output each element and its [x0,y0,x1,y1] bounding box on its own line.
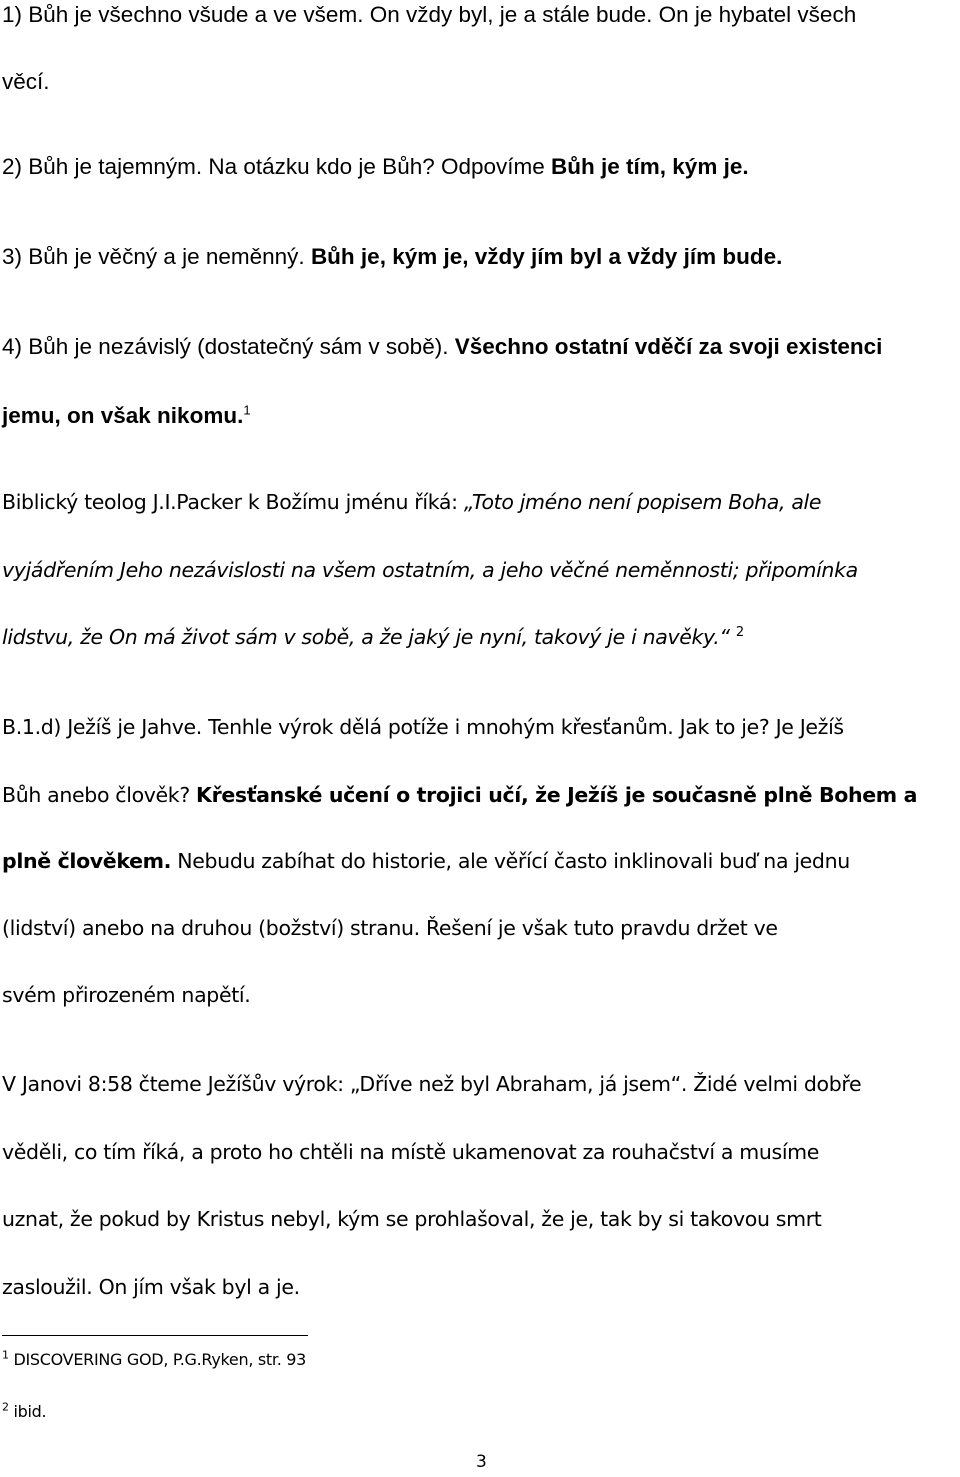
text-line: V Janovi 8:58 čteme Ježíšův výrok: „Dříve než byl Abraham, já jsem“. Židé velmi dobře [2,1072,862,1096]
text-line: věděli, co tím říká, a proto ho chtěli na místě ukamenovat za rouhačství a musíme [2,1140,820,1164]
text-line: 3) Bůh je věčný a je neměnný. Bůh je, kým je, vždy jím byl a vždy jím bude. [2,244,783,269]
text-line: zasloužil. On jím však byl a je. [2,1275,300,1299]
text-line: Biblický teolog J.I.Packer k Božímu jménu říká: „Toto jméno není popisem Boha, ale [2,490,822,514]
footnote-ref: 1 [243,402,251,418]
text-line: 4) Bůh je nezávislý (dostatečný sám v sobě). Všechno ostatní vděčí za svoji existenci [2,334,883,359]
text-line: 1) Bůh je všechno všude a ve všem. On vždy byl, je a stále bude. On je hybatel všech [2,2,857,27]
text-line: B.1.d) Ježíš je Jahve. Tenhle výrok dělá potíže i mnohým křesťanům. Jak to je? Je Ježíš [2,715,844,739]
text-line: uznat, že pokud by Kristus nebyl, kým se prohlašoval, že je, tak by si takovou smrt [2,1207,822,1231]
text-line: 2) Bůh je tajemným. Na otázku kdo je Bůh? Odpovíme Bůh je tím, kým je. [2,154,749,179]
footnote: $^1$ DISCOVERING GOD, P.G.Ryken, str. 93 [2,1348,307,1369]
footnote-separator [2,1335,308,1336]
footnote-ref: 2 [735,625,744,641]
text-line: vyjádřením Jeho nezávislosti na všem ostatním, a jeho věčné neměnnosti; připomínka [2,558,858,582]
footnote: $^2$ ibid. [2,1400,47,1421]
text-line: svém přirozeném napětí. [2,983,251,1007]
text-line: lidstvu, že On má život sám v sobě, a že jaký je nyní, takový je i navěky.“ $^2$ [2,625,744,649]
text-line: věcí. [2,69,50,94]
text-line: plně člověkem. Nebudu zabíhat do historie, ale věřící často inklinovali buď na jednu [2,849,850,873]
text-line: Bůh anebo člověk? Křesťanské učení o trojici učí, že Ježíš je současně plně Bohem a [2,783,918,807]
text-line: (lidství) anebo na druhou (božství) stranu. Řešení je však tuto pravdu držet ve [2,916,778,940]
page-number: 3 [476,1452,487,1472]
text-line: jemu, on však nikomu.$^1$ [2,402,251,428]
